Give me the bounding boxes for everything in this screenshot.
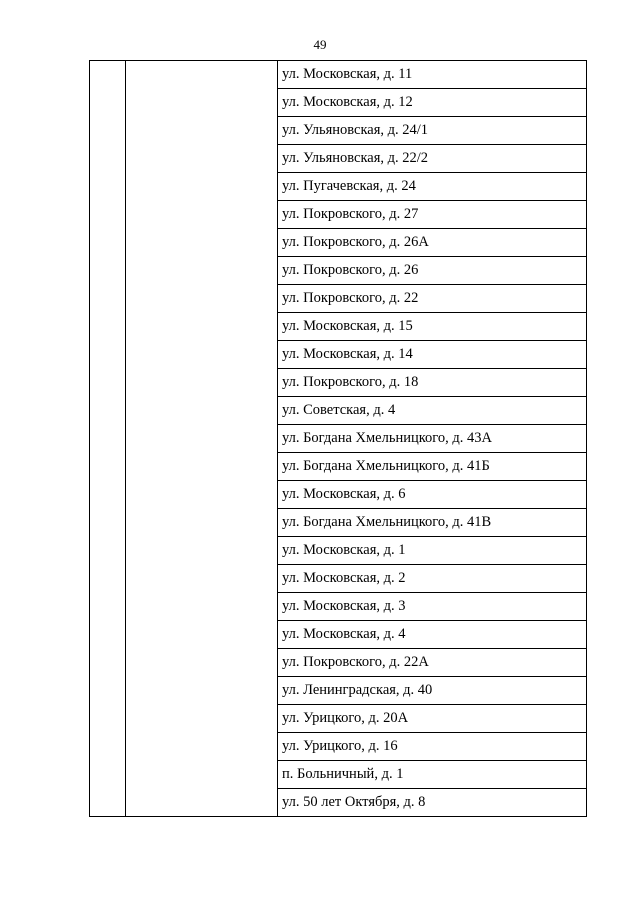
address-cell: ул. 50 лет Октября, д. 8 <box>278 789 587 817</box>
address-cell: ул. Московская, д. 6 <box>278 481 587 509</box>
address-cell: ул. Московская, д. 14 <box>278 341 587 369</box>
address-cell: ул. Урицкого, д. 16 <box>278 733 587 761</box>
settlement-cell <box>126 61 278 817</box>
address-cell: ул. Московская, д. 15 <box>278 313 587 341</box>
address-cell: ул. Покровского, д. 22 <box>278 285 587 313</box>
page-number: 49 <box>313 37 327 52</box>
table-row <box>90 61 587 89</box>
number-cell <box>90 61 126 817</box>
address-table <box>89 60 587 817</box>
address-cell: ул. Московская, д. 1 <box>278 537 587 565</box>
address-cell: ул. Ленинградская, д. 40 <box>278 677 587 705</box>
address-cell: ул. Московская, д. 3 <box>278 593 587 621</box>
address-cell: ул. Покровского, д. 26А <box>278 229 587 257</box>
address-cell: ул. Ульяновская, д. 22/2 <box>278 145 587 173</box>
address-table-body <box>90 61 587 817</box>
address-cell: ул. Московская, д. 12 <box>278 89 587 117</box>
address-cell: ул. Пугачевская, д. 24 <box>278 173 587 201</box>
address-cell: п. Больничный, д. 1 <box>278 761 587 789</box>
address-cell: ул. Богдана Хмельницкого, д. 43А <box>278 425 587 453</box>
address-cell: ул. Богдана Хмельницкого, д. 41Б <box>278 453 587 481</box>
address-cell: ул. Московская, д. 2 <box>278 565 587 593</box>
address-cell: ул. Покровского, д. 27 <box>278 201 587 229</box>
address-cell: ул. Ульяновская, д. 24/1 <box>278 117 587 145</box>
address-cell: ул. Советская, д. 4 <box>278 397 587 425</box>
address-cell: ул. Покровского, д. 18 <box>278 369 587 397</box>
address-cell: ул. Покровского, д. 26 <box>278 257 587 285</box>
address-cell: ул. Покровского, д. 22А <box>278 649 587 677</box>
address-cell: ул. Богдана Хмельницкого, д. 41В <box>278 509 587 537</box>
address-cell: ул. Московская, д. 4 <box>278 621 587 649</box>
address-cell: ул. Урицкого, д. 20А <box>278 705 587 733</box>
address-cell: ул. Московская, д. 11 <box>278 61 587 89</box>
